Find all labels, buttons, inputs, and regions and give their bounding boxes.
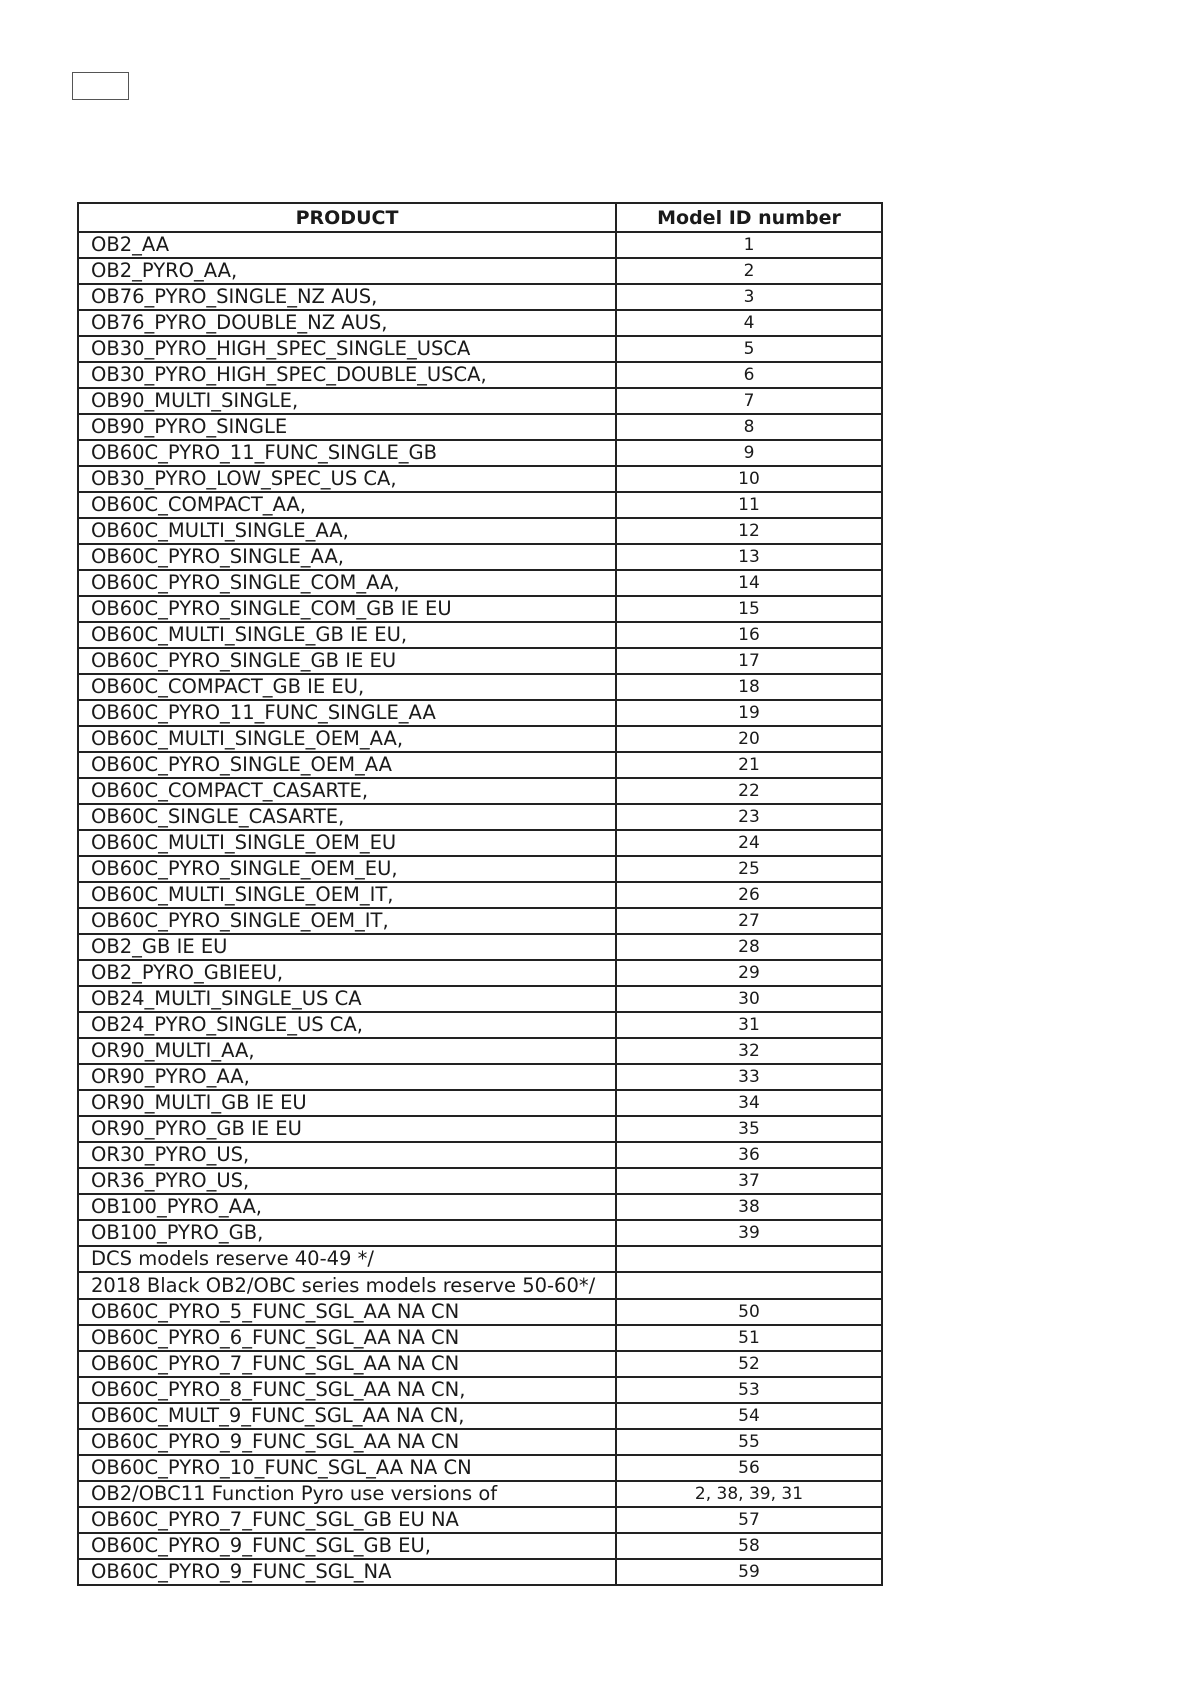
model-id-cell: 4 (616, 310, 882, 336)
product-name-cell: OR90_PYRO_AA, (78, 1064, 616, 1090)
product-name-cell: OB100_PYRO_AA, (78, 1194, 616, 1220)
table-row (78, 466, 882, 492)
table-row (78, 726, 882, 752)
model-id-cell: 33 (616, 1064, 882, 1090)
product-name-cell: OB60C_PYRO_7_FUNC_SGL_GB EU NA (78, 1507, 616, 1533)
table-row (78, 1220, 882, 1246)
product-name-cell: OB30_PYRO_HIGH_SPEC_DOUBLE_USCA, (78, 362, 616, 388)
table-row (78, 518, 882, 544)
model-id-cell: 20 (616, 726, 882, 752)
product-name-cell: OB60C_MULTI_SINGLE_OEM_EU (78, 830, 616, 856)
table-row (78, 414, 882, 440)
product-name-cell: OB60C_PYRO_SINGLE_COM_AA, (78, 570, 616, 596)
product-name-cell: OB60C_COMPACT_CASARTE, (78, 778, 616, 804)
product-name-cell: OR36_PYRO_US, (78, 1168, 616, 1194)
product-name-cell: OB100_PYRO_GB, (78, 1220, 616, 1246)
model-id-cell: 18 (616, 674, 882, 700)
table-row (78, 648, 882, 674)
table-row (78, 362, 882, 388)
model-id-cell: 30 (616, 986, 882, 1012)
product-name-cell: OB60C_PYRO_SINGLE_COM_GB IE EU (78, 596, 616, 622)
model-id-cell: 5 (616, 336, 882, 362)
product-name-cell: OB60C_COMPACT_GB IE EU, (78, 674, 616, 700)
model-id-cell (616, 1246, 882, 1272)
table-row (78, 1012, 882, 1038)
product-name-cell: OB60C_PYRO_11_FUNC_SINGLE_GB (78, 440, 616, 466)
product-name-cell: OB60C_MULT_9_FUNC_SGL_AA NA CN, (78, 1403, 616, 1429)
table-row (78, 1168, 882, 1194)
product-name-cell: OB76_PYRO_SINGLE_NZ AUS, (78, 284, 616, 310)
table-row (78, 544, 882, 570)
product-name-cell: OB60C_PYRO_6_FUNC_SGL_AA NA CN (78, 1325, 616, 1351)
product-name-cell: DCS models reserve 40-49 */ (78, 1246, 616, 1272)
model-id-cell: 59 (616, 1559, 882, 1585)
product-name-cell: OB60C_PYRO_9_FUNC_SGL_AA NA CN (78, 1429, 616, 1455)
product-name-cell: OB60C_MULTI_SINGLE_GB IE EU, (78, 622, 616, 648)
model-id-cell: 2 (616, 258, 882, 284)
product-name-cell: OR90_MULTI_AA, (78, 1038, 616, 1064)
product-name-cell: OB76_PYRO_DOUBLE_NZ AUS, (78, 310, 616, 336)
table-row (78, 830, 882, 856)
product-name-cell: OB2_PYRO_AA, (78, 258, 616, 284)
product-name-cell: OB60C_PYRO_10_FUNC_SGL_AA NA CN (78, 1455, 616, 1481)
table-row (78, 960, 882, 986)
model-id-cell: 34 (616, 1090, 882, 1116)
product-name-cell: OB60C_PYRO_SINGLE_OEM_EU, (78, 856, 616, 882)
model-id-cell (616, 1272, 882, 1299)
product-name-cell: OB60C_PYRO_8_FUNC_SGL_AA NA CN, (78, 1377, 616, 1403)
model-id-cell: 13 (616, 544, 882, 570)
model-id-cell: 6 (616, 362, 882, 388)
product-name-cell: OB60C_PYRO_5_FUNC_SGL_AA NA CN (78, 1299, 616, 1325)
model-id-cell: 1 (616, 232, 882, 258)
product-name-cell: OB24_MULTI_SINGLE_US CA (78, 986, 616, 1012)
model-id-cell: 9 (616, 440, 882, 466)
table-body (78, 232, 882, 1585)
model-id-cell: 8 (616, 414, 882, 440)
product-name-cell: OB60C_PYRO_9_FUNC_SGL_NA (78, 1559, 616, 1585)
product-name-cell: OB2_GB IE EU (78, 934, 616, 960)
product-name-cell: OB60C_MULTI_SINGLE_AA, (78, 518, 616, 544)
table-row (78, 1533, 882, 1559)
model-id-cell: 37 (616, 1168, 882, 1194)
table-row (78, 1403, 882, 1429)
table-row (78, 1325, 882, 1351)
table-row (78, 622, 882, 648)
product-name-cell: OB60C_PYRO_9_FUNC_SGL_GB EU, (78, 1533, 616, 1559)
model-id-cell: 31 (616, 1012, 882, 1038)
model-id-cell: 17 (616, 648, 882, 674)
product-name-cell: OB2_PYRO_GBIEEU, (78, 960, 616, 986)
model-id-cell: 10 (616, 466, 882, 492)
table-row (78, 986, 882, 1012)
table-row (78, 1481, 882, 1507)
product-name-cell: OB2/OBC11 Function Pyro use versions of (78, 1481, 616, 1507)
table-row (78, 336, 882, 362)
product-name-cell: OB24_PYRO_SINGLE_US CA, (78, 1012, 616, 1038)
table-row (78, 882, 882, 908)
product-name-cell: OB60C_PYRO_11_FUNC_SINGLE_AA (78, 700, 616, 726)
product-name-cell: OB30_PYRO_LOW_SPEC_US CA, (78, 466, 616, 492)
model-id-cell: 24 (616, 830, 882, 856)
product-name-cell: OB60C_SINGLE_CASARTE, (78, 804, 616, 830)
table-row (78, 934, 882, 960)
table-row (78, 232, 882, 258)
product-name-cell: OR30_PYRO_US, (78, 1142, 616, 1168)
model-id-cell: 27 (616, 908, 882, 934)
model-id-cell: 50 (616, 1299, 882, 1325)
table-row (78, 1116, 882, 1142)
model-id-cell: 54 (616, 1403, 882, 1429)
table-row (78, 700, 882, 726)
table-row (78, 1299, 882, 1325)
model-id-cell: 19 (616, 700, 882, 726)
model-id-cell: 55 (616, 1429, 882, 1455)
product-name-cell: OB60C_PYRO_SINGLE_GB IE EU (78, 648, 616, 674)
table-row (78, 1142, 882, 1168)
model-id-cell: 52 (616, 1351, 882, 1377)
product-model-table (77, 202, 883, 1586)
model-id-cell: 22 (616, 778, 882, 804)
table-row (78, 258, 882, 284)
table-row (78, 596, 882, 622)
table-row (78, 1559, 882, 1585)
product-name-cell: OB60C_MULTI_SINGLE_OEM_AA, (78, 726, 616, 752)
product-name-cell: OB2_AA (78, 232, 616, 258)
product-name-cell: OB90_PYRO_SINGLE (78, 414, 616, 440)
product-name-cell: OB60C_PYRO_SINGLE_AA, (78, 544, 616, 570)
product-name-cell: OB90_MULTI_SINGLE, (78, 388, 616, 414)
model-id-cell: 16 (616, 622, 882, 648)
table-row (78, 1429, 882, 1455)
model-id-cell: 28 (616, 934, 882, 960)
model-id-cell: 11 (616, 492, 882, 518)
model-id-cell: 56 (616, 1455, 882, 1481)
table-row (78, 1246, 882, 1272)
model-id-cell: 57 (616, 1507, 882, 1533)
table-row (78, 856, 882, 882)
table-row (78, 1090, 882, 1116)
table-row (78, 1038, 882, 1064)
model-id-cell: 14 (616, 570, 882, 596)
table-row (78, 284, 882, 310)
table-row (78, 1064, 882, 1090)
product-name-cell: OB60C_PYRO_SINGLE_OEM_IT, (78, 908, 616, 934)
product-name-cell: OR90_PYRO_GB IE EU (78, 1116, 616, 1142)
product-name-cell: OB30_PYRO_HIGH_SPEC_SINGLE_USCA (78, 336, 616, 362)
table-row (78, 1455, 882, 1481)
product-name-cell: 2018 Black OB2/OBC series models reserve 50-60*/ (78, 1272, 616, 1299)
model-id-cell: 51 (616, 1325, 882, 1351)
model-id-cell: 29 (616, 960, 882, 986)
table-row (78, 908, 882, 934)
table-row (78, 674, 882, 700)
table-header-row (78, 203, 882, 232)
model-id-cell: 38 (616, 1194, 882, 1220)
table-row (78, 1194, 882, 1220)
table-row (78, 570, 882, 596)
header-product: PRODUCT (78, 203, 616, 232)
product-name-cell: OB60C_COMPACT_AA, (78, 492, 616, 518)
model-id-cell: 12 (616, 518, 882, 544)
model-id-cell: 39 (616, 1220, 882, 1246)
model-id-cell: 2, 38, 39, 31 (616, 1481, 882, 1507)
model-id-cell: 36 (616, 1142, 882, 1168)
model-id-cell: 26 (616, 882, 882, 908)
model-id-cell: 3 (616, 284, 882, 310)
table-row (78, 1377, 882, 1403)
model-id-cell: 58 (616, 1533, 882, 1559)
header-model-id: Model ID number (616, 203, 882, 232)
product-name-cell: OB60C_PYRO_7_FUNC_SGL_AA NA CN (78, 1351, 616, 1377)
model-id-cell: 25 (616, 856, 882, 882)
model-id-cell: 32 (616, 1038, 882, 1064)
product-name-cell: OR90_MULTI_GB IE EU (78, 1090, 616, 1116)
model-id-cell: 7 (616, 388, 882, 414)
model-id-cell: 15 (616, 596, 882, 622)
table-row (78, 778, 882, 804)
corner-placeholder-box (72, 72, 129, 100)
model-id-cell: 23 (616, 804, 882, 830)
table-row (78, 388, 882, 414)
model-id-cell: 21 (616, 752, 882, 778)
model-id-cell: 35 (616, 1116, 882, 1142)
product-name-cell: OB60C_PYRO_SINGLE_OEM_AA (78, 752, 616, 778)
table-row (78, 1272, 882, 1299)
model-id-cell: 53 (616, 1377, 882, 1403)
table-row (78, 1351, 882, 1377)
table-row (78, 492, 882, 518)
table-row (78, 440, 882, 466)
table-row (78, 310, 882, 336)
table-row (78, 752, 882, 778)
table-row (78, 804, 882, 830)
product-name-cell: OB60C_MULTI_SINGLE_OEM_IT, (78, 882, 616, 908)
table-row (78, 1507, 882, 1533)
